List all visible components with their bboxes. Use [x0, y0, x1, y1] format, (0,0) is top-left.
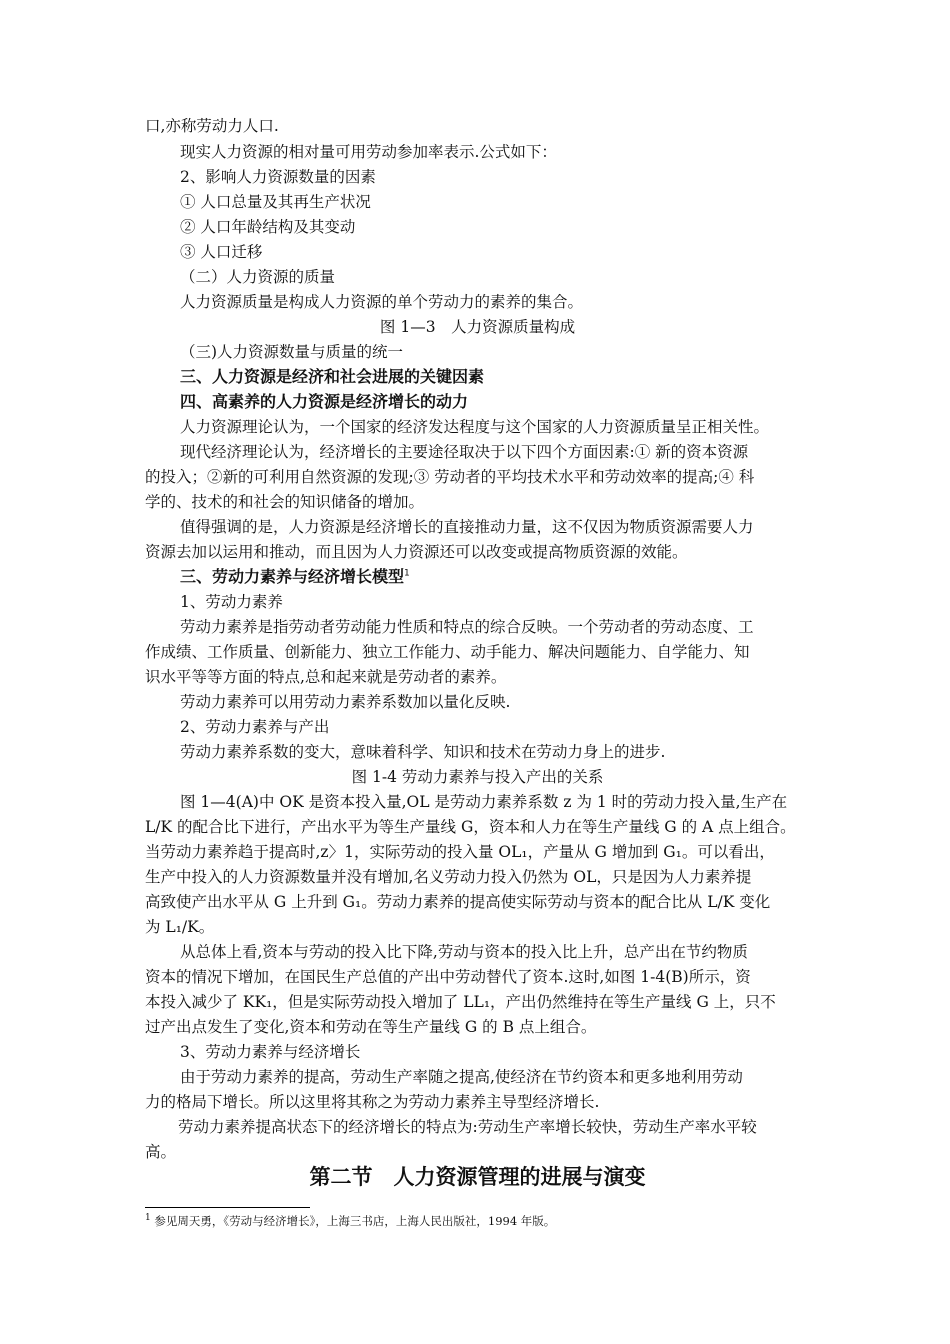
- text-line: 为 L₁/K。: [145, 918, 215, 936]
- text-line: 劳动力素养提高状态下的经济增长的特点为:劳动生产率增长较快，劳动生产率水平较: [178, 1118, 757, 1136]
- text-line: 作成绩、工作质量、创新能力、独立工作能力、动手能力、解决问题能力、自学能力、知: [145, 643, 750, 661]
- text-line: 的投入；②新的可利用自然资源的发现;③ 劳动者的平均技术水平和劳动效率的提高;④ 科: [145, 468, 755, 486]
- text-line: 生产中投入的人力资源数量并没有增加,名义劳动力投入仍然为 OL，只是因为人力素养提: [145, 868, 752, 886]
- list-item: ③ 人口迁移: [180, 243, 263, 261]
- section-heading: 四、高素养的人力资源是经济增长的动力: [180, 392, 469, 411]
- list-heading: 2、影响人力资源数量的因素: [180, 168, 376, 186]
- list-item: ② 人口年龄结构及其变动: [180, 218, 356, 236]
- text-line: 识水平等等方面的特点,总和起来就是劳动者的素养。: [145, 668, 507, 686]
- text-line: 高致使产出水平从 G 上升到 G₁。劳动力素养的提高使实际劳动与资本的配合比从 L/K 变化: [145, 893, 771, 911]
- footnote: [145, 1213, 555, 1229]
- text-line: 劳动力素养可以用劳动力素养系数加以量化反映.: [180, 693, 511, 711]
- text-line: 劳动力素养是指劳动者劳动能力性质和特点的综合反映。一个劳动者的劳动态度、工: [180, 618, 754, 636]
- footnote-text: 参见周天勇，《劳动与经济增长》，上海三书店，上海人民出版社，1994 年版。: [154, 1214, 556, 1228]
- text-line: 当劳动力素养趋于提高时,z〉1，实际劳动的投入量 OL₁，产量从 G 增加到 G₁。可以看出，: [145, 843, 775, 861]
- section-heading: 三、人力资源是经济和社会进展的关键因素: [180, 367, 485, 386]
- text-line: 现代经济理论认为，经济增长的主要途径取决于以下四个方面因素:① 新的资本资源: [180, 443, 749, 461]
- subsection-heading: （二）人力资源的质量: [180, 268, 336, 286]
- text-line: 资源去加以运用和推动，而且因为人力资源还可以改变或提高物质资源的效能。: [145, 543, 688, 561]
- text-line: 高。: [145, 1143, 177, 1161]
- section-heading-text: 三、劳动力素养与经济增长模型: [180, 567, 405, 586]
- subsection-heading: （三)人力资源数量与质量的统一: [180, 343, 404, 361]
- chapter-section-title: 第二节 人力资源管理的进展与演变: [309, 1165, 646, 1189]
- text-line: 本投入减少了 KK₁，但是实际劳动投入增加了 LL₁，产出仍然维持在等生产量线 G 上，只不: [145, 993, 776, 1011]
- text-line: 人力资源理论认为，一个国家的经济发达程度与这个国家的人力资源质量呈正相关性。: [180, 418, 770, 436]
- list-heading: 2、劳动力素养与产出: [180, 718, 330, 736]
- text-line: 资本的情况下增加，在国民生产总值的产出中劳动替代了资本.这时,如图 1-4(B)所示，资: [145, 968, 751, 986]
- text-line: 力的格局下增长。所以这里将其称之为劳动力素养主导型经济增长.: [145, 1093, 600, 1111]
- figure-caption: 图 1-4 劳动力素养与投入产出的关系: [351, 768, 604, 786]
- text-line: 值得强调的是，人力资源是经济增长的直接推动力量，这不仅因为物质资源需要人力: [180, 518, 754, 536]
- text-line: 由于劳动力素养的提高，劳动生产率随之提高,使经济在节约资本和更多地利用劳动: [180, 1068, 743, 1086]
- text-line: 现实人力资源的相对量可用劳动参加率表示.公式如下：: [180, 143, 557, 161]
- text-line: 人力资源质量是构成人力资源的单个劳动力的素养的集合。: [180, 293, 584, 311]
- text-line: 过产出点发生了变化,资本和劳动在等生产量线 G 的 B 点上组合。: [145, 1018, 597, 1036]
- footnote-separator: [145, 1207, 310, 1208]
- list-heading: 1、劳动力素养: [180, 593, 283, 611]
- footnote-reference[interactable]: 1: [404, 568, 410, 579]
- text-line: 图 1—4(A)中 OK 是资本投入量,OL 是劳动力素养系数 z 为 1 时的劳动力投入量,生产在: [180, 793, 788, 811]
- footnote-mark: 1: [145, 1213, 151, 1224]
- text-line: L/K 的配合比下进行，产出水平为等生产量线 G，资本和人力在等生产量线 G 的 A 点上组合。: [145, 818, 796, 836]
- list-item: ① 人口总量及其再生产状况: [180, 193, 371, 211]
- text-line: 学的、技术的和社会的知识储备的增加。: [145, 493, 425, 511]
- list-heading: 3、劳动力素养与经济增长: [180, 1043, 361, 1061]
- text-line: 从总体上看,资本与劳动的投入比下降,劳动与资本的投入比上升，总产出在节约物质: [180, 943, 748, 961]
- figure-caption: 图 1—3 人力资源质量构成: [379, 318, 576, 336]
- section-heading: [180, 567, 810, 587]
- text-line: 劳动力素养系数的变大，意味着科学、知识和技术在劳动力身上的进步.: [180, 743, 666, 761]
- text-line: 口,亦称劳动力人口.: [145, 117, 279, 135]
